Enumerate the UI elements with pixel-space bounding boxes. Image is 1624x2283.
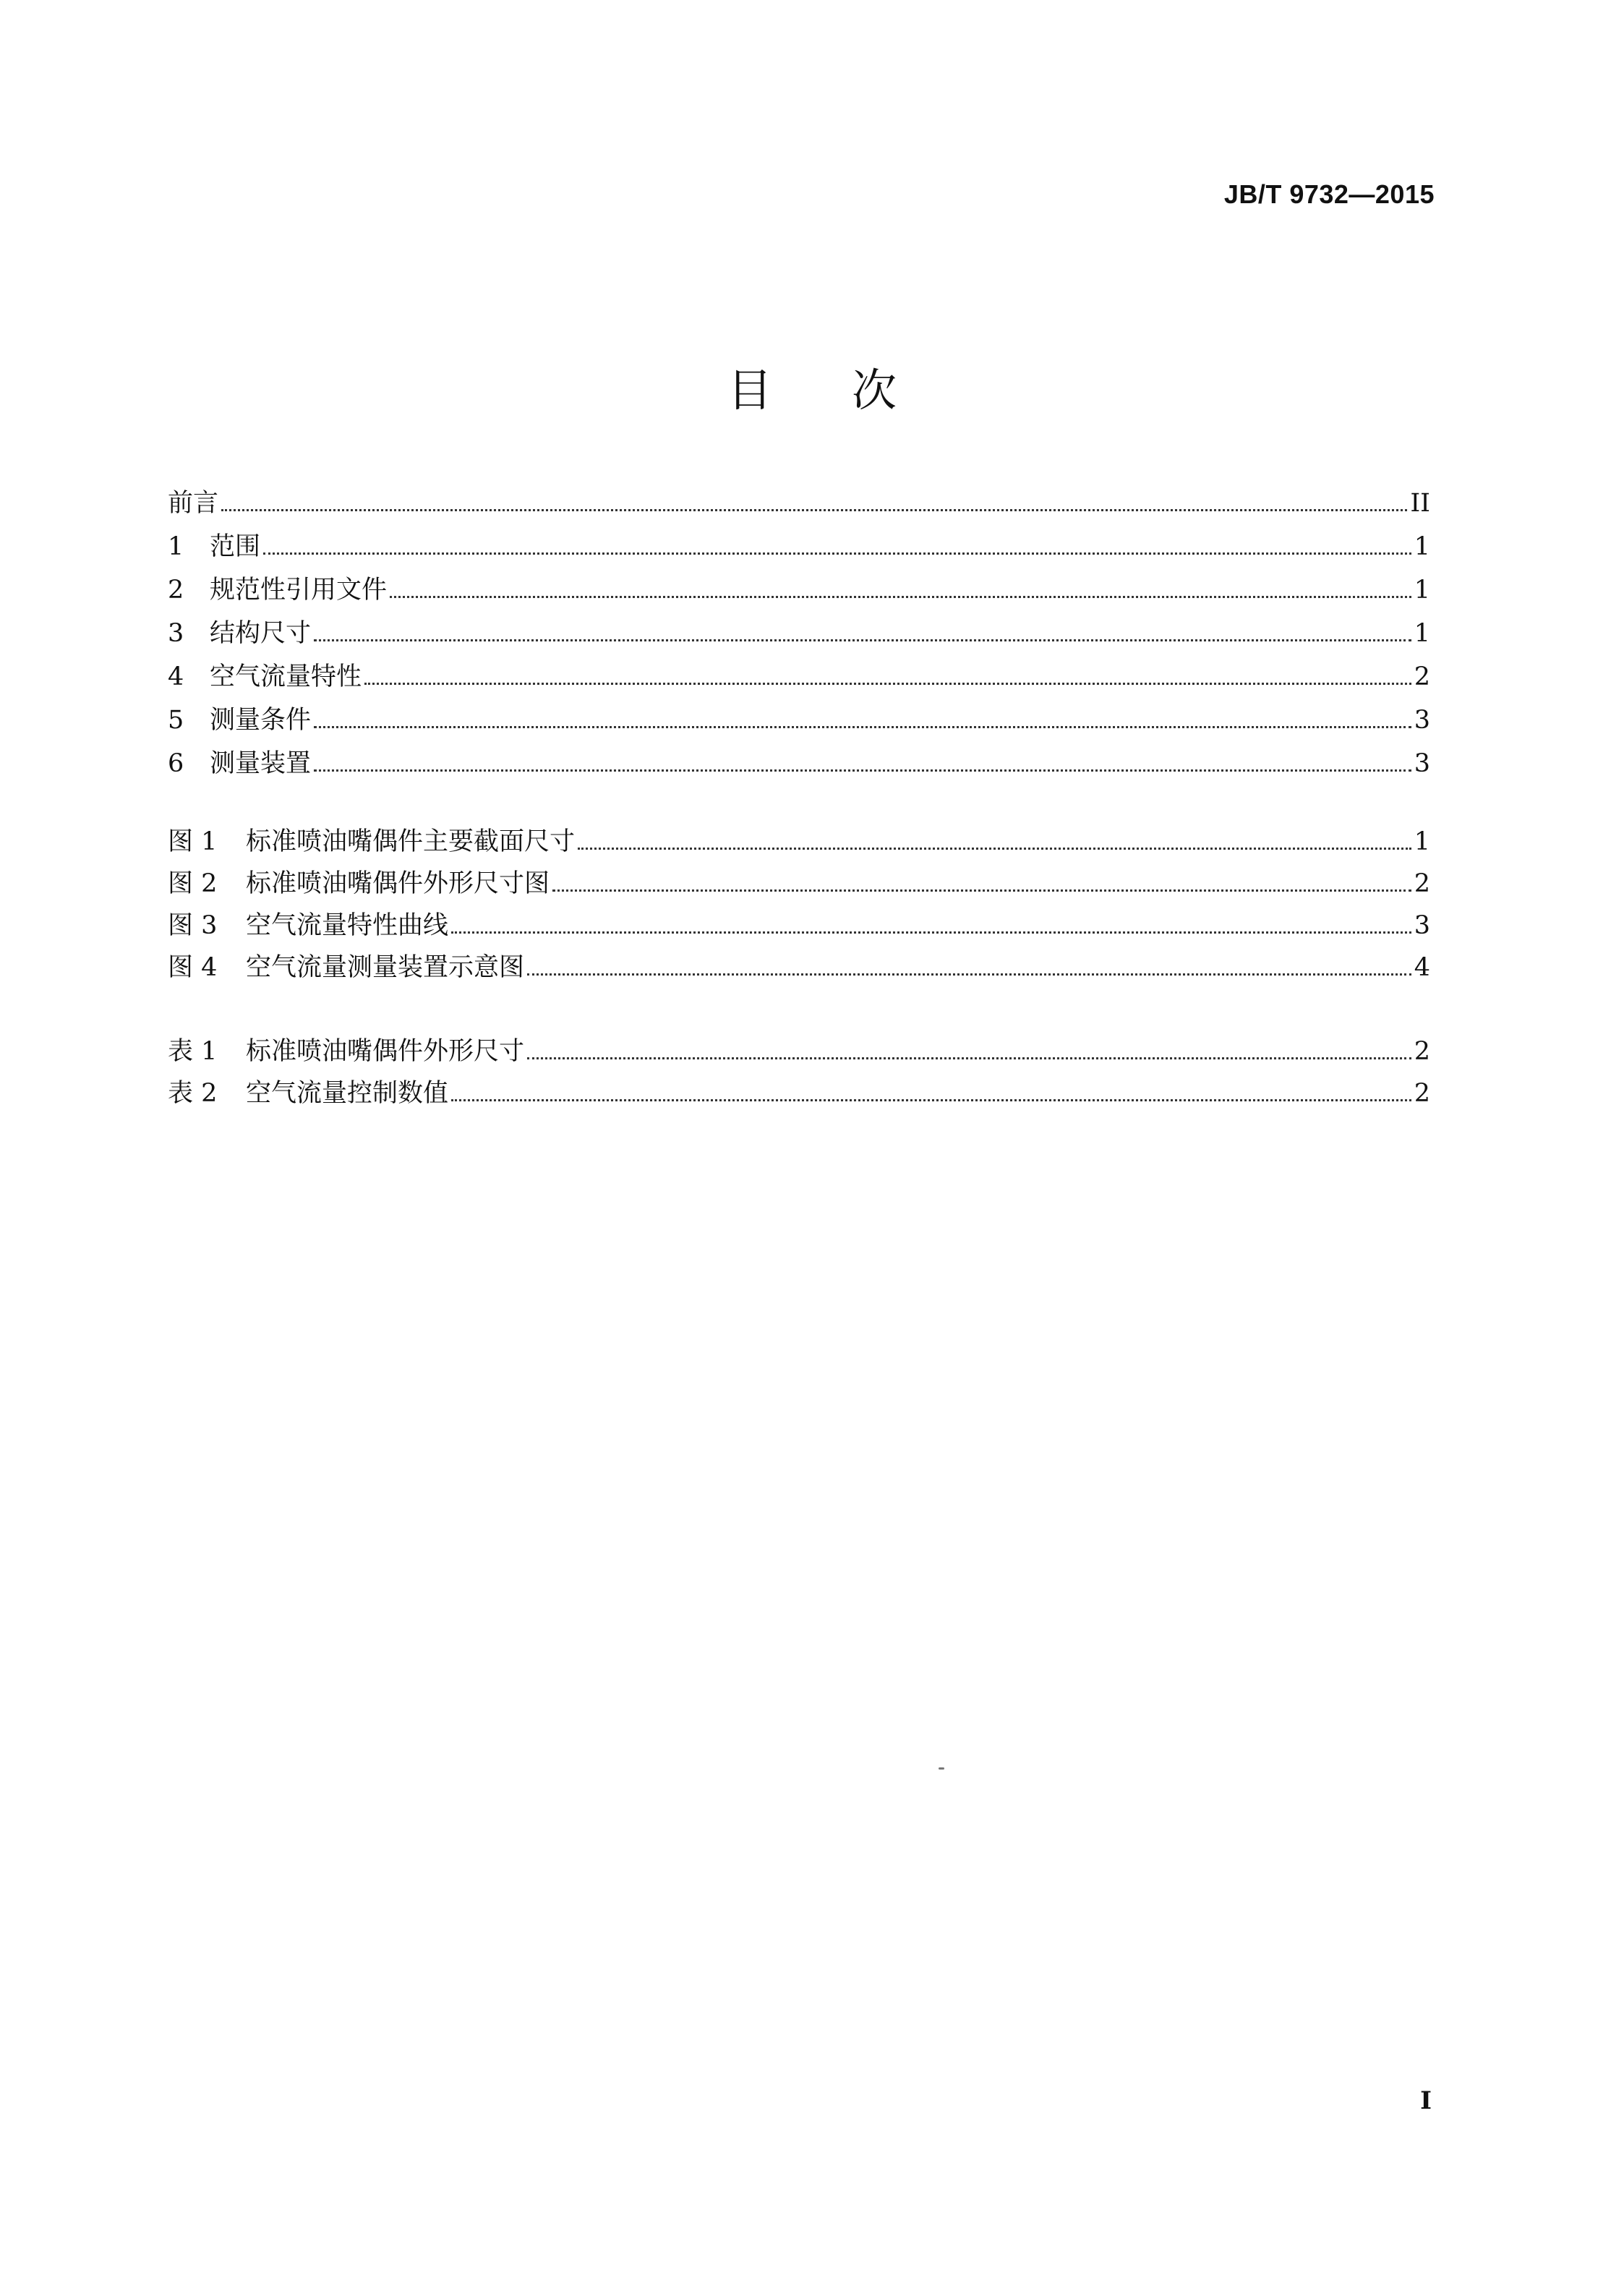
toc-entry-number: 2 — [168, 576, 184, 605]
toc-entry-page: 1 — [1414, 532, 1430, 561]
toc-entry-number: 1 — [168, 532, 184, 561]
toc-entry-page: 3 — [1414, 911, 1430, 940]
toc-entry-number: 图 1 — [168, 827, 218, 856]
toc-entry-number: 6 — [168, 749, 184, 778]
toc-entry-label: 规范性引用文件 — [210, 576, 388, 605]
scan-speck — [939, 1767, 944, 1770]
toc-entry-page: 3 — [1414, 749, 1430, 778]
toc-entry-page: 1 — [1414, 827, 1430, 856]
toc-leader-dots — [390, 595, 1411, 598]
toc-leader-dots — [221, 508, 1407, 511]
page-number: I — [1420, 2086, 1432, 2115]
toc-entry-page: 2 — [1414, 662, 1430, 691]
toc-entry-figure-2[interactable] — [168, 866, 1430, 901]
toc-entry-section-2[interactable] — [168, 573, 1430, 607]
toc-leader-dots — [578, 847, 1411, 850]
toc-leader-dots — [451, 1098, 1411, 1101]
toc-entry-number: 表 1 — [168, 1037, 218, 1066]
toc-entry-label: 标准喷油嘴偶件主要截面尺寸 — [246, 827, 576, 856]
toc-entry-label: 空气流量特性 — [210, 662, 362, 691]
toc-entry-table-1[interactable] — [168, 1034, 1430, 1069]
toc-entry-page: 1 — [1414, 576, 1430, 605]
toc-entry-page: 3 — [1414, 706, 1430, 735]
toc-entry-label: 空气流量测量装置示意图 — [246, 953, 525, 982]
toc-entry-number: 5 — [168, 706, 184, 735]
toc-entry-label: 测量条件 — [210, 706, 312, 735]
toc-leader-dots — [263, 552, 1411, 555]
toc-entry-number: 4 — [168, 662, 184, 691]
toc-leader-dots — [364, 682, 1411, 685]
toc-entry-table-2[interactable] — [168, 1076, 1430, 1111]
toc-entry-page: 2 — [1414, 869, 1430, 898]
toc-entry-section-3[interactable] — [168, 616, 1430, 651]
toc-entry-figure-4[interactable] — [168, 950, 1430, 985]
toc-entry-section-1[interactable] — [168, 529, 1430, 564]
toc-entry-section-4[interactable] — [168, 660, 1430, 694]
toc-entry-label: 空气流量控制数值 — [246, 1079, 449, 1108]
toc-leader-dots — [451, 931, 1411, 934]
toc-entry-number: 表 2 — [168, 1079, 218, 1108]
toc-entry-page: 4 — [1414, 953, 1430, 982]
toc-entry-figure-1[interactable] — [168, 824, 1430, 859]
toc-entry-section-5[interactable] — [168, 703, 1430, 738]
toc-entry-label: 标准喷油嘴偶件外形尺寸 — [246, 1037, 525, 1066]
toc-entry-number: 图 2 — [168, 869, 218, 898]
toc-entry-number: 3 — [168, 619, 184, 648]
toc-title — [0, 354, 1624, 419]
toc-leader-dots — [527, 1057, 1411, 1059]
toc-entry-page: 2 — [1414, 1037, 1430, 1066]
toc-entry-page: 1 — [1414, 619, 1430, 648]
toc-entry-page: II — [1410, 489, 1430, 518]
toc-entry-label: 结构尺寸 — [210, 619, 312, 648]
toc-title-right: 次 — [852, 364, 897, 417]
toc-leader-dots — [314, 769, 1411, 772]
toc-leader-dots — [314, 639, 1411, 641]
toc-entry-label: 范围 — [210, 532, 261, 561]
toc-entry-page: 2 — [1414, 1079, 1430, 1108]
toc-entry-number: 图 4 — [168, 953, 218, 982]
toc-entry-label: 前言 — [168, 489, 219, 518]
toc-entry-foreword[interactable] — [168, 486, 1430, 521]
standard-code: JB/T 9732—2015 — [1223, 179, 1435, 209]
toc-entry-label: 空气流量特性曲线 — [246, 911, 449, 940]
toc-entry-number: 图 3 — [168, 911, 218, 940]
toc-leader-dots — [552, 889, 1411, 892]
toc-entry-label: 测量装置 — [210, 749, 312, 778]
toc-leader-dots — [314, 725, 1411, 728]
toc-title-left: 目 — [727, 364, 772, 417]
toc-entry-section-6[interactable] — [168, 746, 1430, 781]
toc-entry-figure-3[interactable] — [168, 908, 1430, 943]
toc-entry-label: 标准喷油嘴偶件外形尺寸图 — [246, 869, 550, 898]
toc-leader-dots — [527, 973, 1411, 976]
